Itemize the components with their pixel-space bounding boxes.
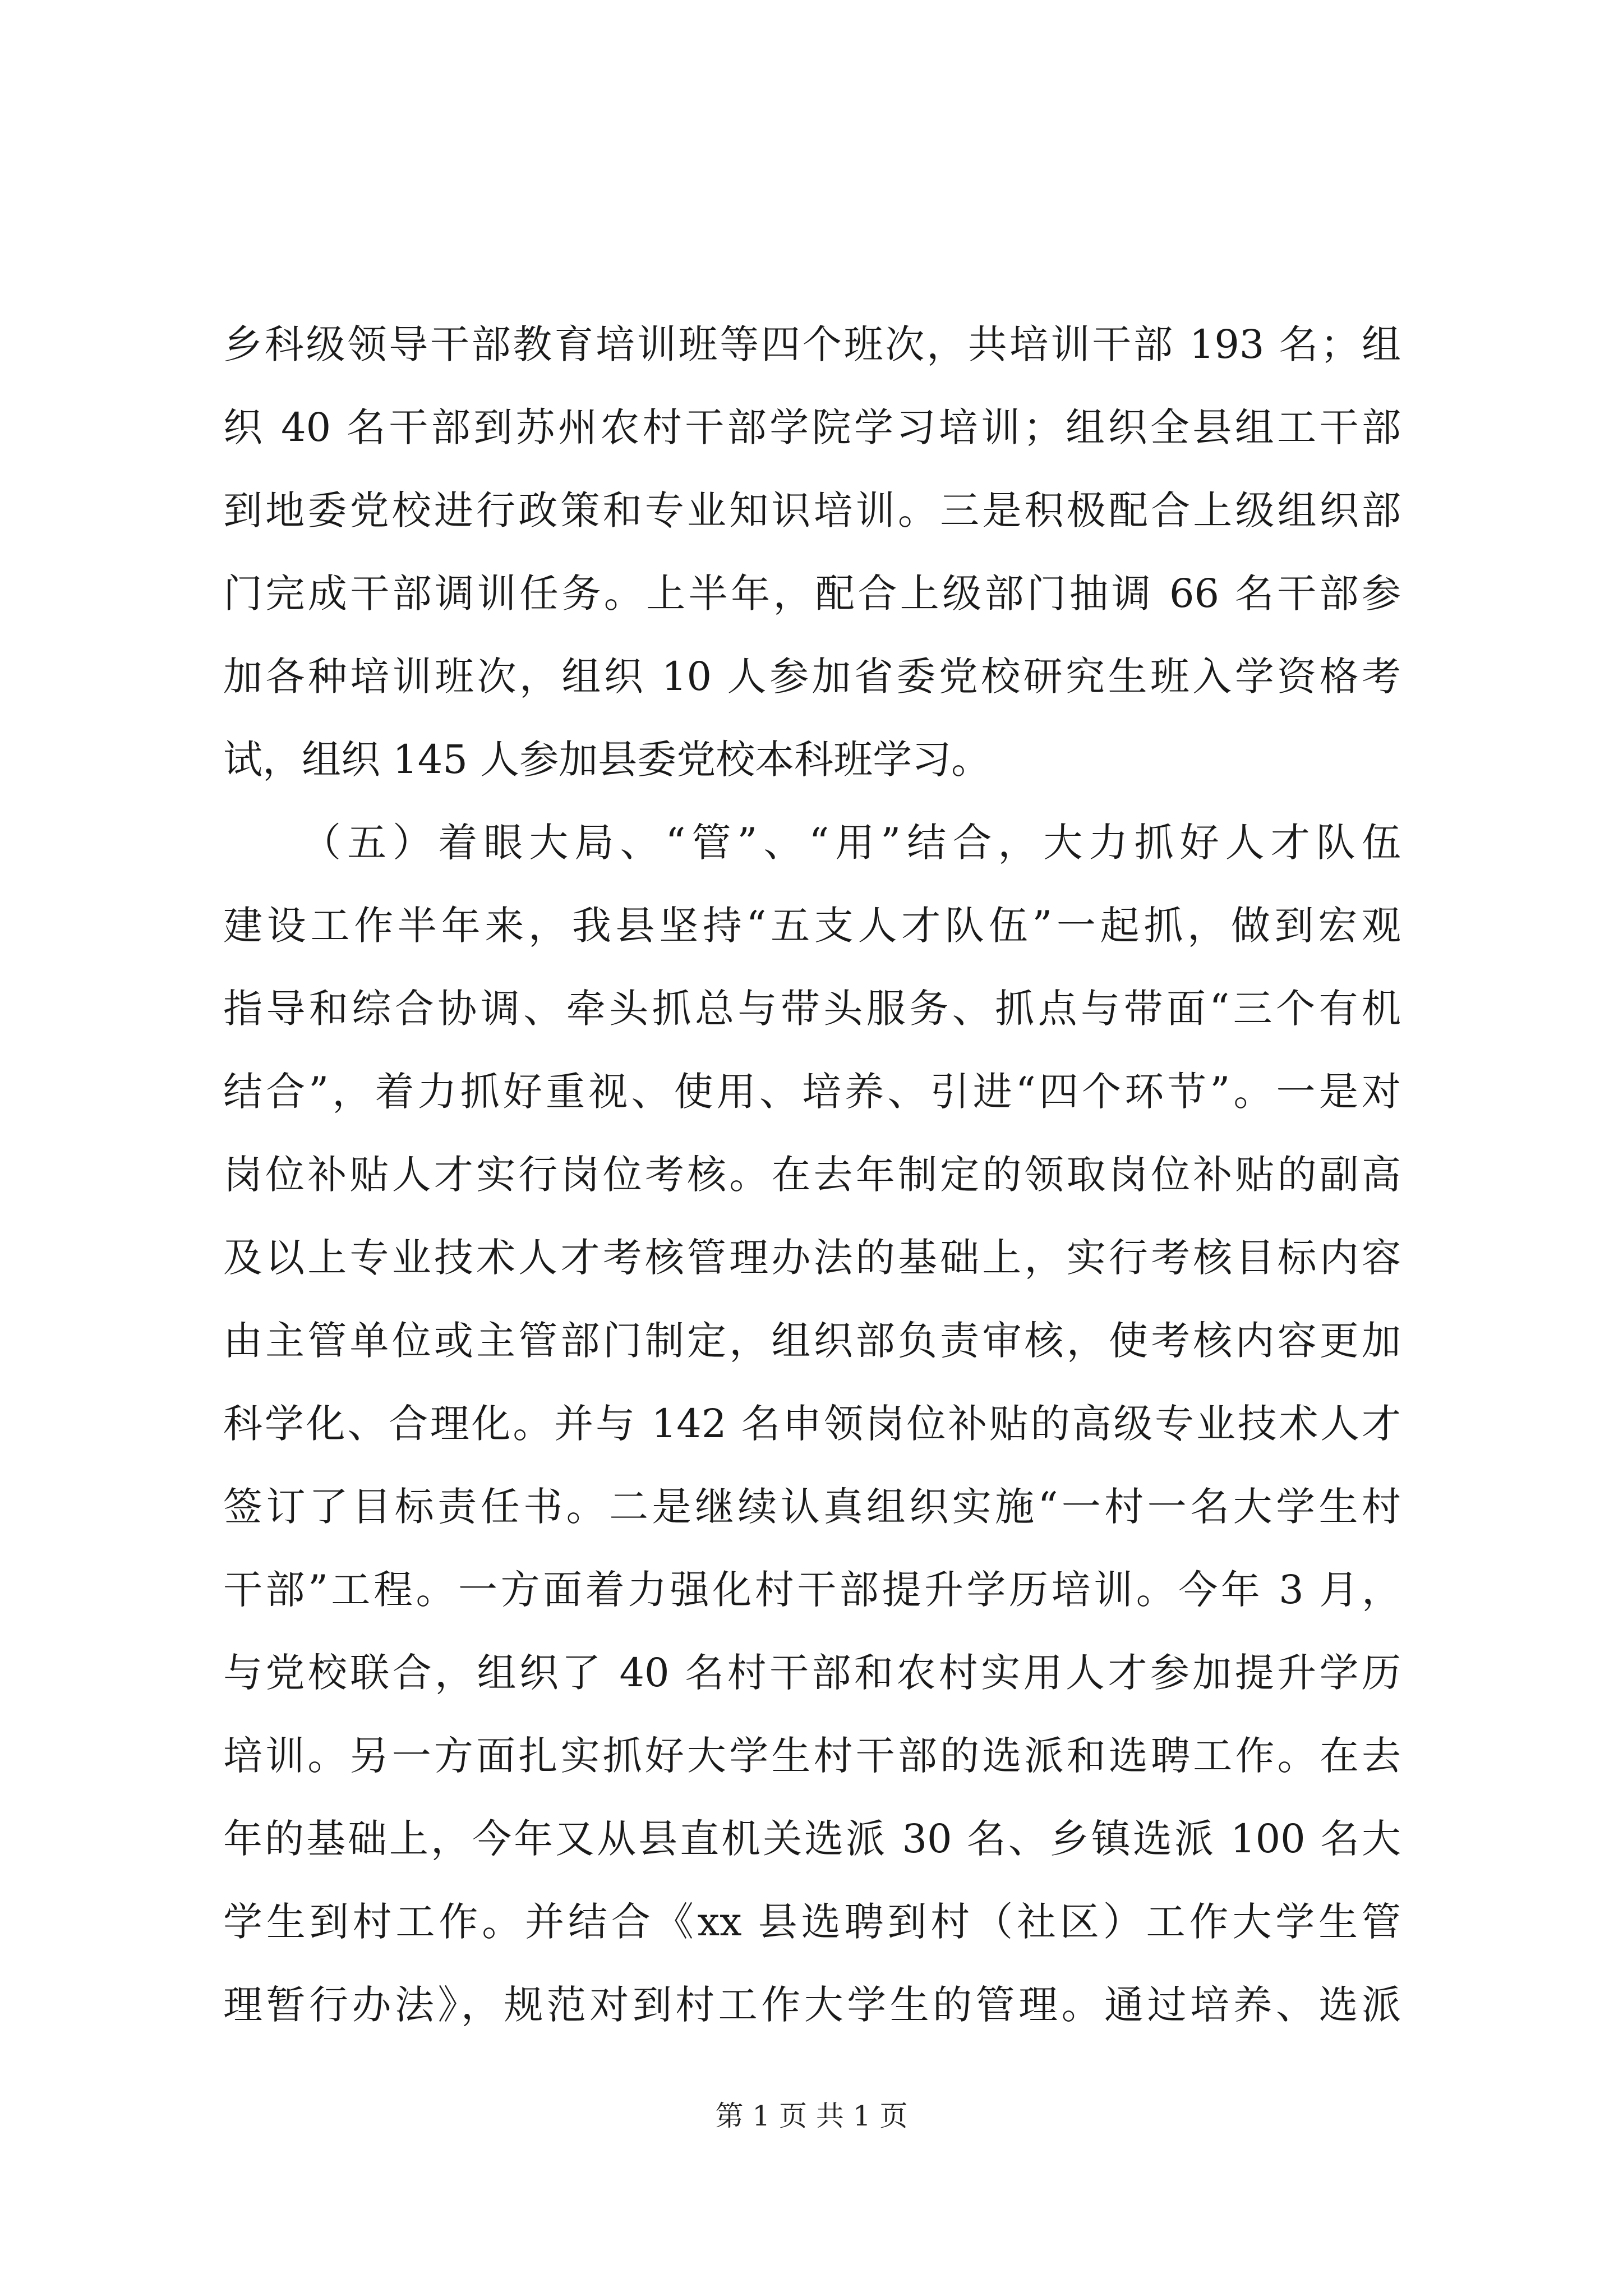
text-line: 指导和综合协调、牵头抓总与带头服务、抓点与带面“三个有机	[223, 986, 1401, 1032]
text-line: 签订了目标责任书。二是继续认真组织实施“一村一名大学生村	[223, 1484, 1401, 1530]
text-line: 岗位补贴人才实行岗位考核。在去年制定的领取岗位补贴的副高	[223, 1152, 1401, 1198]
page-number: 第 1 页 共 1 页	[715, 2100, 908, 2132]
text-line: 加各种培训班次，组织 10 人参加省委党校研究生班入学资格考	[223, 654, 1401, 700]
text-line: 织 40 名干部到苏州农村干部学院学习培训；组织全县组工干部	[223, 404, 1401, 450]
text-line: 学生到村工作。并结合《xx 县选聘到村（社区）工作大学生管	[223, 1899, 1401, 1945]
text-line: 门完成干部调训任务。上半年，配合上级部门抽调 66 名干部参	[223, 570, 1401, 616]
text-line: 试，组织 145 人参加县委党校本科班学习。	[223, 737, 991, 783]
text-line: 科学化、合理化。并与 142 名申领岗位补贴的高级专业技术人才	[223, 1401, 1401, 1447]
text-line: 理暂行办法》，规范对到村工作大学生的管理。通过培养、选派	[223, 1982, 1401, 2028]
text-line: 与党校联合，组织了 40 名村干部和农村实用人才参加提升学历	[223, 1650, 1401, 1696]
page-footer	[0, 2099, 1623, 2133]
text-line: 建设工作半年来，我县坚持“五支人才队伍”一起抓，做到宏观	[223, 903, 1401, 949]
text-line: 到地委党校进行政策和专业知识培训。三是积极配合上级组织部	[223, 487, 1401, 533]
text-line: 由主管单位或主管部门制定，组织部负责审核，使考核内容更加	[223, 1318, 1401, 1364]
text-line: 及以上专业技术人才考核管理办法的基础上，实行考核目标内容	[223, 1235, 1401, 1281]
text-line: （五）着眼大局、“管”、“用”结合，大力抓好人才队伍	[302, 820, 1401, 866]
text-line: 干部”工程。一方面着力强化村干部提升学历培训。今年 3 月，	[223, 1567, 1401, 1613]
paragraph-2	[223, 801, 1401, 2046]
text-line: 培训。另一方面扎实抓好大学生村干部的选派和选聘工作。在去	[223, 1733, 1401, 1779]
paragraph-1	[223, 303, 1401, 801]
text-line: 乡科级领导干部教育培训班等四个班次，共培训干部 193 名；组	[223, 321, 1401, 367]
body-text	[223, 303, 1401, 2046]
text-line: 结合”，着力抓好重视、使用、培养、引进“四个环节”。一是对	[223, 1069, 1401, 1115]
text-line: 年的基础上，今年又从县直机关选派 30 名、乡镇选派 100 名大	[223, 1816, 1401, 1862]
